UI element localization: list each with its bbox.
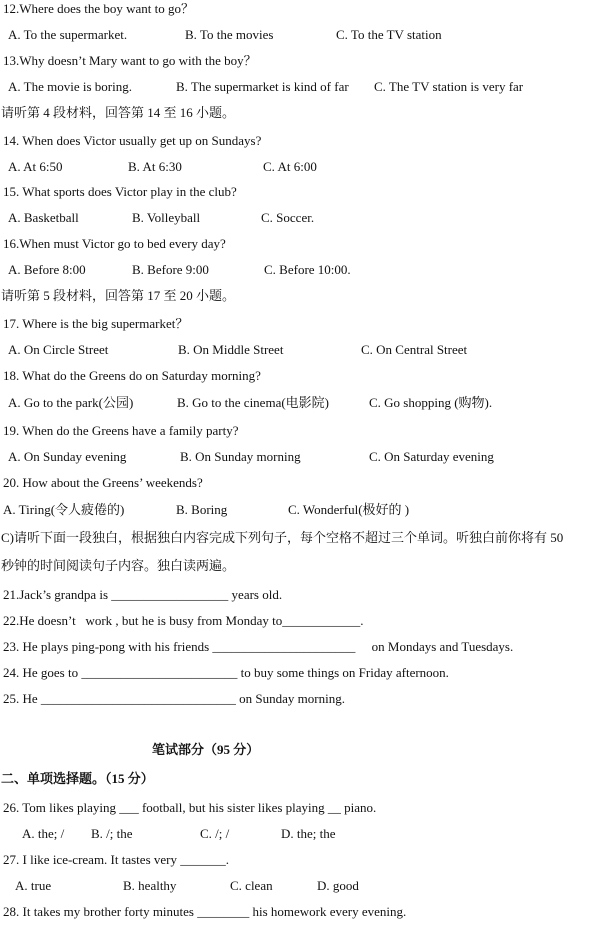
section-two-title: 二、单项选择题。（15 分）: [1, 771, 154, 786]
question-17: 17. Where is the big supermarket？: [3, 316, 189, 331]
part-c-instruction-line1: C)请听下面一段独白，根据独白内容完成下列句子，每个空格不超过三个单词。听独白前你将有 50: [1, 530, 564, 545]
q15-option-b: B. Volleyball: [132, 210, 201, 225]
q20-option-a: A. Tiring(令人疲倦的): [3, 502, 125, 517]
question-20: 20. How about the Greens’ weekends?: [3, 475, 203, 490]
section-4-instruction: 请听第 4 段材料，回答第 14 至 16 小题。: [1, 105, 236, 120]
q26-option-b: B. /; the: [91, 826, 133, 841]
q12-option-c: C. To the TV station: [336, 27, 442, 42]
q17-option-b: B. On Middle Street: [178, 342, 284, 357]
q26-option-a: A. the; /: [22, 826, 65, 841]
q16-option-a: A. Before 8:00: [8, 262, 86, 277]
q17-option-a: A. On Circle Street: [8, 342, 109, 357]
question-27: 27. I like ice-cream. It tastes very _______.: [3, 852, 229, 867]
q26-option-d: D. the; the: [281, 826, 336, 841]
q18-option-c: C. Go shopping (购物).: [369, 395, 493, 410]
q17-option-c: C. On Central Street: [361, 342, 468, 357]
q14-option-b: B. At 6:30: [128, 159, 182, 174]
question-26: 26. Tom likes playing ___ football, but his sister likes playing __ piano.: [3, 800, 377, 815]
q19-option-b: B. On Sunday morning: [180, 449, 301, 464]
q27-option-c: C. clean: [230, 878, 273, 893]
question-28: 28. It takes my brother forty minutes ________ his homework every evening.: [3, 904, 407, 919]
q13-option-a: A. The movie is boring.: [8, 79, 132, 94]
q27-option-a: A. true: [15, 878, 52, 893]
question-13: 13.Why doesn’t Mary want to go with the boy？: [3, 53, 257, 68]
fill-in-25: 25. He ______________________________ on Sunday morning.: [3, 691, 345, 706]
q27-option-b: B. healthy: [123, 878, 177, 893]
q14-option-c: C. At 6:00: [263, 159, 317, 174]
q20-option-b: B. Boring: [176, 502, 228, 517]
q15-option-c: C. Soccer.: [261, 210, 315, 225]
question-14: 14. When does Victor usually get up on Sundays?: [3, 133, 262, 148]
q16-option-c: C. Before 10:00.: [264, 262, 351, 277]
fill-in-21: 21.Jack’s grandpa is __________________ years old.: [3, 587, 283, 602]
q18-option-b: B. Go to the cinema(电影院): [177, 395, 329, 410]
part-c-instruction-line2: 秒钟的时间阅读句子内容。独白读两遍。: [1, 558, 236, 573]
q26-option-c: C. /; /: [200, 826, 230, 841]
q13-option-c: C. The TV station is very far: [374, 79, 524, 94]
q15-option-a: A. Basketball: [8, 210, 79, 225]
q14-option-a: A. At 6:50: [8, 159, 63, 174]
q16-option-b: B. Before 9:00: [132, 262, 209, 277]
question-16: 16.When must Victor go to bed every day?: [3, 236, 226, 251]
section-5-instruction: 请听第 5 段材料，回答第 17 至 20 小题。: [1, 288, 236, 303]
question-18: 18. What do the Greens do on Saturday morning?: [3, 368, 261, 383]
q12-option-b: B. To the movies: [185, 27, 274, 42]
q20-option-c: C. Wonderful(极好的 ): [288, 502, 410, 517]
written-part-title: 笔试部分（95 分）: [152, 742, 260, 757]
question-19: 19. When do the Greens have a family party?: [3, 423, 239, 438]
q19-option-a: A. On Sunday evening: [8, 449, 127, 464]
q13-option-b: B. The supermarket is kind of far: [176, 79, 349, 94]
fill-in-24: 24. He goes to ________________________ to buy some things on Friday afternoon.: [3, 665, 449, 680]
q19-option-c: C. On Saturday evening: [369, 449, 494, 464]
fill-in-22: 22.He doesn’t work , but he is busy from Monday to____________.: [3, 613, 364, 628]
q18-option-a: A. Go to the park(公园): [8, 395, 134, 410]
q12-option-a: A. To the supermarket.: [8, 27, 128, 42]
fill-in-23: 23. He plays ping-pong with his friends ______________________ on Mondays and Tuesdays.: [3, 639, 514, 654]
question-15: 15. What sports does Victor play in the club?: [3, 184, 237, 199]
q27-option-d: D. good: [317, 878, 359, 893]
question-12: 12.Where does the boy want to go？: [3, 1, 194, 16]
